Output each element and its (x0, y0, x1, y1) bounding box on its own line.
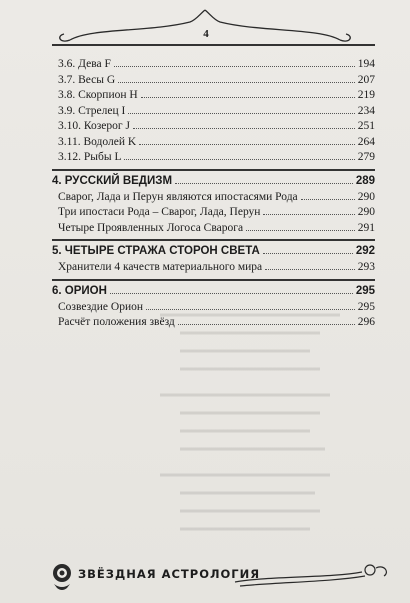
toc-entry-label: 3.10. Козерог J (58, 120, 130, 132)
toc-entry-page: 219 (357, 89, 375, 101)
toc-entry-page: 290 (357, 190, 375, 203)
toc-entry-page: 279 (357, 151, 375, 163)
toc-entry-label: 3.12. Рыбы L (58, 151, 122, 163)
toc-entry-label: 3.6. Дева F (58, 58, 111, 70)
toc-entry-page: 296 (357, 316, 375, 328)
toc-entry[interactable] (52, 150, 375, 166)
toc-entry-label: Три ипостаси Рода – Сварог, Лада, Перун (58, 206, 261, 218)
section-divider (52, 239, 375, 241)
table-of-contents (52, 57, 375, 331)
toc-section-label: 6. ОРИОН (52, 284, 107, 297)
toc-entry-page: 291 (357, 221, 375, 234)
toc-entry[interactable] (52, 260, 375, 276)
toc-entry-page: 194 (357, 58, 375, 70)
toc-section-5[interactable] (52, 243, 375, 260)
star-emblem-icon (53, 564, 71, 590)
toc-entry-page: 234 (357, 104, 375, 117)
toc-section-page: 295 (355, 284, 375, 297)
toc-section-page: 289 (355, 174, 375, 187)
toc-entry-label: 3.11. Водолей K (58, 135, 137, 148)
toc-section-page: 292 (355, 245, 375, 257)
toc-entry-page: 207 (357, 73, 375, 86)
footer-brand-title: ЗВЁЗДНАЯ АСТРОЛОГИЯ (78, 567, 261, 581)
toc-entry[interactable] (52, 73, 375, 89)
section-divider (52, 279, 375, 281)
toc-entry-label: Сварог, Лада и Перун являются ипостасями Рода (58, 190, 298, 203)
toc-entry[interactable] (52, 205, 375, 221)
toc-section-label: 4. РУССКИЙ ВЕДИЗМ (52, 174, 173, 187)
toc-entry-label: 3.8. Скорпион H (58, 89, 138, 101)
toc-entry-page: 293 (357, 261, 375, 273)
toc-section-label: 5. ЧЕТЫРЕ СТРАЖА СТОРОН СВЕТА (52, 245, 260, 257)
toc-entry[interactable] (52, 190, 375, 206)
toc-entry-label: Хранители 4 качеств материального мира (58, 261, 263, 273)
show-through-texture (150, 305, 350, 545)
section-divider (52, 169, 375, 171)
toc-entry-page: 290 (357, 206, 375, 218)
toc-entry-label: 3.7. Весы G (58, 73, 116, 86)
toc-section-4[interactable] (52, 173, 375, 190)
toc-entry-label: 3.9. Стрелец I (58, 104, 126, 117)
toc-entry-label: Четыре Проявленных Логоса Сварога (58, 221, 244, 234)
header-ornament (0, 0, 410, 48)
toc-section-6[interactable] (52, 283, 375, 300)
toc-entry[interactable] (52, 57, 375, 73)
toc-entry[interactable] (52, 88, 375, 104)
toc-entry[interactable] (52, 135, 375, 151)
toc-entry-page: 251 (357, 120, 375, 132)
toc-entry[interactable] (52, 104, 375, 120)
toc-entry[interactable] (52, 221, 375, 237)
toc-entry-label: Расчёт положения звёзд (58, 316, 175, 328)
toc-entry-page: 264 (357, 135, 375, 148)
toc-entry[interactable] (52, 119, 375, 135)
toc-entry-page: 295 (357, 300, 375, 313)
toc-entry-label: Созвездие Орион (58, 300, 144, 313)
toc-group-signs (52, 57, 375, 166)
page-number: 4 (203, 28, 209, 40)
